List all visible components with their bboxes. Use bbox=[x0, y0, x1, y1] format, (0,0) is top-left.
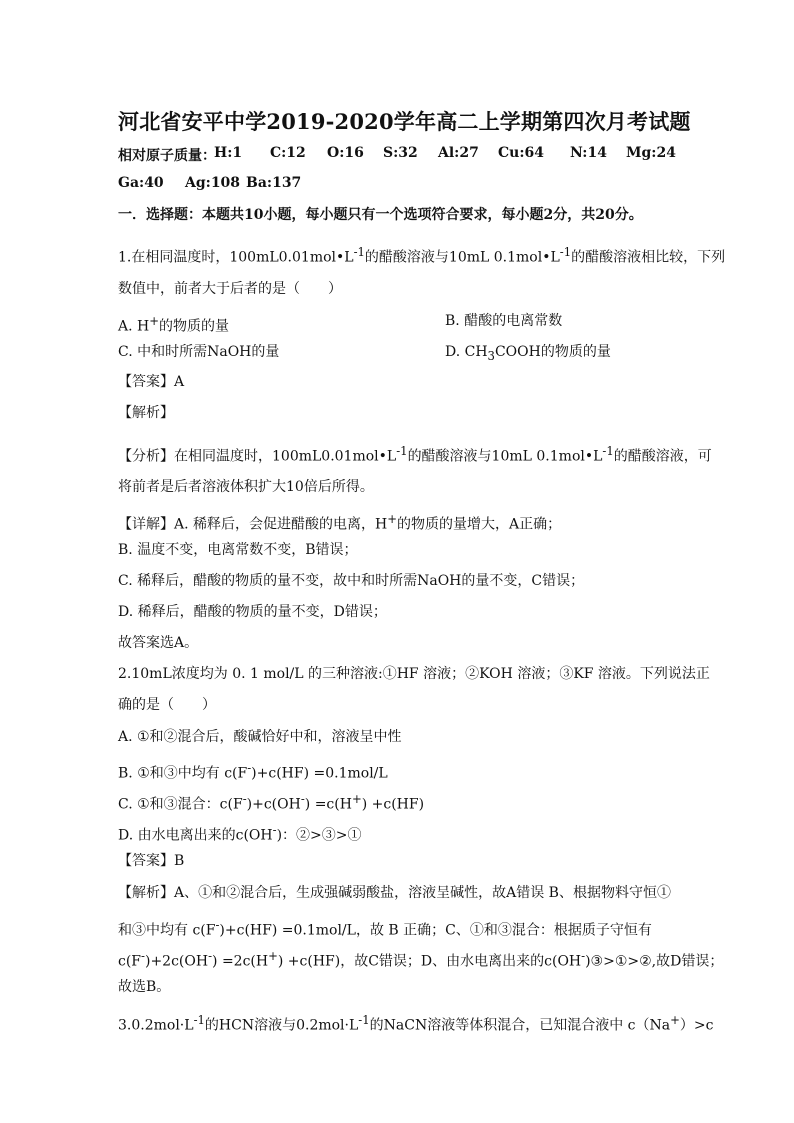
q2-option-c: C. ①和③混合：c(F-)+c(OH-) =c(H+) +c(HF) bbox=[118, 792, 425, 813]
atomic-mass-mg: Mg:24 bbox=[626, 145, 676, 161]
atomic-mass-label: 相对原子质量： bbox=[118, 148, 216, 164]
atomic-mass-o: O:16 bbox=[327, 145, 364, 161]
q2-answer: 【答案】B bbox=[118, 853, 185, 869]
q1-analysis-label: 【解析】 bbox=[118, 405, 174, 421]
q2-explanation-line2: 和③中均有 c(F-)+c(HF) =0.1mol/L，故 B 正确；C、①和③混合：根据质子守恒有 bbox=[118, 918, 652, 939]
page-title: 河北省安平中学2019-2020学年高二上学期第四次月考试题 bbox=[118, 109, 691, 134]
atomic-mass-cu: Cu:64 bbox=[498, 145, 544, 161]
section-heading: 一．选择题：本题共10小题，每小题只有一个选项符合要求，每小题2分，共20分。 bbox=[118, 207, 643, 223]
q2-explanation-line1: 【解析】A、①和②混合后，生成强碱弱酸盐，溶液呈碱性，故A错误 B、根据物料守恒① bbox=[118, 885, 671, 901]
q1-detail-c: C. 稀释后，醋酸的物质的量不变，故中和时所需NaOH的量不变，C错误； bbox=[118, 573, 585, 589]
atomic-mass-ag: Ag:108 bbox=[185, 175, 241, 191]
q1-answer: 【答案】A bbox=[118, 374, 185, 390]
q1-option-a: A. H+的物质的量 bbox=[118, 314, 230, 335]
q1-option-d: D. $CH_3COOH$的物质的量 bbox=[445, 344, 611, 363]
q1-detail-d: D. 稀释后，醋酸的物质的量不变，D错误； bbox=[118, 604, 387, 620]
q1-stem-line2: 数值中，前者大于后者的是（ ） bbox=[118, 281, 342, 297]
q2-option-a: A. ①和②混合后，酸碱恰好中和，溶液呈中性 bbox=[118, 729, 402, 745]
atomic-mass-s: S:32 bbox=[383, 145, 418, 161]
atomic-mass-c: C:12 bbox=[270, 145, 306, 161]
q1-conclusion: 故答案选A。 bbox=[118, 635, 199, 651]
atomic-mass-h: H:1 bbox=[214, 145, 243, 161]
q2-option-b: B. ①和③中均有 c(F-)+c(HF) =0.1mol/L bbox=[118, 761, 388, 782]
q1-option-c: C. 中和时所需NaOH的量 bbox=[118, 344, 280, 360]
q1-analysis-line2: 将前者是后者溶液体积扩大10倍后所得。 bbox=[118, 479, 374, 495]
q2-option-d: D. 由水电离出来的c(OH-)：②>③>① bbox=[118, 823, 362, 844]
q1-detail-b: B. 温度不变，电离常数不变，B错误； bbox=[118, 542, 358, 558]
q1-analysis-line1: 【分析】在相同温度时，$100mL0.01mol•L^{-1}$的醋酸溶液与10mL $0.1mol•L^{-1}$的醋酸溶液，可 bbox=[118, 444, 712, 465]
q2-stem-line2: 确的是（ ） bbox=[118, 697, 216, 713]
atomic-mass-al: Al:27 bbox=[438, 145, 479, 161]
q1-detail-a: 【详解】A. 稀释后，会促进醋酸的电离，H+的物质的量增大，A正确； bbox=[118, 512, 562, 533]
q3-stem-line1: $3.0.2mol\cdot L^{-1}$的HCN溶液与$0.2mol\cdot L^{-1}$的NaCN溶液等体积混合，已知混合液中 c（Na+）>c bbox=[118, 1013, 714, 1034]
q1-stem-line1: 1.在相同温度时，$100mL0.01mol•L^{-1}$的醋酸溶液与10mL $0.1mol•L^{-1}$的醋酸溶液相比较，下列 bbox=[118, 245, 726, 266]
atomic-mass-n: N:14 bbox=[570, 145, 607, 161]
atomic-mass-ba: Ba:137 bbox=[246, 175, 302, 191]
q2-explanation-line4: 故选B。 bbox=[118, 979, 171, 995]
q2-stem-line1: 2.10mL浓度均为 0. 1 mol/L 的三种溶液:①HF 溶液；②KOH 溶液；③KF 溶液。下列说法正 bbox=[118, 666, 710, 682]
q2-explanation-line3: c(F-)+2c(OH-) =2c(H+) +c(HF)，故C错误；D、由水电离出来的c(OH-)③>①>②,故D错误； bbox=[118, 949, 724, 970]
atomic-mass-ga: Ga:40 bbox=[118, 175, 164, 191]
q1-option-b: B. 醋酸的电离常数 bbox=[445, 313, 563, 329]
